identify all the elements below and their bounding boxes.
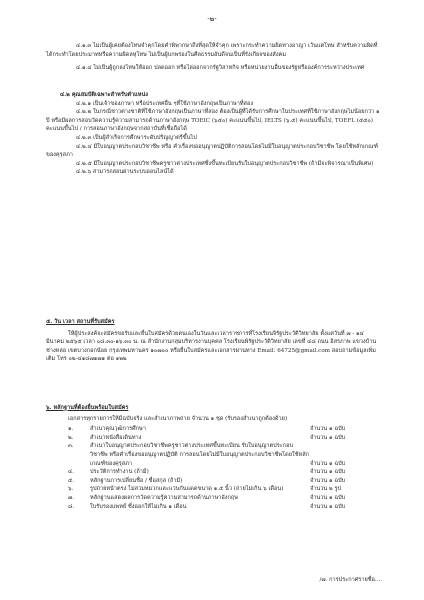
item-4-1-3: ๔.๑.๓ ไม่เป็นผู้เคยต้องโทษจำคุกโดยคำพิพากษาถึงที่สุดให้จำคุก เพราะกระทำความผิดทางอาญา เว้นแต่โทษ สำหรับความผิดที่ได้กระทำโดยประมาทหรือความผิดลหุโทษ ไม่เป็นผู้บกพร่องในศีลธรรมอันดีจนเป็นที่รังเกียจของสังคม [46, 43, 378, 58]
item-4-2-6: ๔.๒.๖ สามารถสอนผ่านระบบออนไลน์ได้ [76, 169, 174, 176]
doc-qty: จำนวน ๑ ฉบับ [310, 426, 346, 433]
doc-text: สำเนาใบอนุญาตประกอบวิชาชีพครูชาวต่างประเทศขึ้นทะเบียน รับใบอนุญาตประกอบวิชาชีพ หรือคำเรื่องขออนุญาตปฏิบัติ การสอนโดยไม่มีใบอนุญาตประกอบวิชาชีพโดยใช้หลักเกณฑ์ของคุรุสภา [90, 443, 310, 467]
list-item [68, 434, 382, 443]
doc-text: หลักฐานแสดงผลการวัดความรู้ความสามารถด้านภาษาอังกฤษ [90, 494, 238, 501]
doc-number: ๘. [68, 503, 75, 510]
doc-qty: จำนวน ๒ รูป [310, 486, 342, 493]
heading-5: ๕. วัน เวลา สถานที่รับสมัคร [46, 319, 115, 325]
item-4-2-4: ๔.๒.๔ มีใบอนุญาตประกอบวิชาชีพ หรือ คำเรื่องขออนุญาตปฏิบัติการสอนโดยไม่มีใบอนุญาตประกอบวิชาชีพ โดยใช้หลักเกณฑ์ของคุรุสภา [46, 143, 379, 159]
item-4-2-3: ๔.๒.๓ เป็นผู้สำเร็จการศึกษาระดับปริญญาตรีขึ้นไป [76, 134, 197, 141]
doc-number: ๖. [68, 486, 74, 493]
documents-list [46, 425, 382, 511]
doc-text: หลักฐานการเปลี่ยนชื่อ / ชื่อสกุล (ถ้ามี) [90, 477, 183, 484]
qualification-block-4-2 [46, 91, 382, 177]
continued-footer: /๗. การประกาศรายชื่อ.... [319, 577, 382, 583]
section-6 [46, 404, 382, 511]
doc-text: สำเนาหนังสือเดินทาง [90, 434, 142, 441]
section-6-intro: เอกสารทุกรายการให้มีฉบับจริง และสำเนาภาพถ่าย จำนวน ๑ ชุด (รับรองสำเนาถูกต้องด้วย) [68, 415, 288, 422]
heading-6: ๖. หลักฐานที่ต้องยื่นพร้อมใบสมัคร [46, 405, 129, 411]
doc-text: รูปถ่ายหน้าตรง ไม่สวมหมวกและแว่นกันแดดขนาด ๑.๕ นิ้ว (ถ่ายไม่เกิน ๖ เดือน) [90, 486, 284, 493]
doc-number: ๑. [68, 426, 74, 433]
list-item [68, 503, 382, 512]
list-item [68, 425, 382, 434]
doc-qty: จำนวน ๑ ฉบับ [310, 477, 346, 484]
doc-number: ๕. [68, 477, 75, 484]
list-item [68, 485, 382, 494]
doc-qty: จำนวน ๑ ฉบับ [310, 434, 346, 441]
doc-qty: จำนวน ๑ ฉบับ [310, 469, 346, 476]
page-number: -๒- [207, 15, 217, 23]
list-item [68, 477, 382, 486]
qualification-block-4-1 [46, 42, 382, 73]
list-item [68, 494, 382, 503]
doc-qty: จำนวน ๑ ฉบับ [310, 503, 346, 510]
heading-4-2: ๔.๒ คุณสมบัติเฉพาะสำหรับตำแหน่ง [60, 92, 149, 98]
section-5-text: ให้ผู้ประสงค์จะสมัครขอรับและยื่นใบสมัครด้วยตนเองในวันและเวลาราชการที่โรงเรียนจิรัฐประวัติวิทยาลัย ตั้งแต่วันที่ ๗ - ๑๔ มีนาคม ๒๕๖๕ เวลา ๐๘.๓๐-๑๖.๓๐ น. ณ สำนักงานกลุ่มบริหารงานบุคคล โรงเรียนพิรัฐประวัติวิทยาลัย เลขที่ ๔๘ ถนน อิสรภาพ แขวงบ้านช่างหล่อ เขตบางกอกน้อย กรุงเทพมหานคร ๑๐๗๐๐ หรือยื่นใบสมัครและเอกสารผ่านทาง Email: 64725@gmail.com สอบถามข้อมูลเพิ่มเติม โทร ๐๒-๔๑๘๗๑๗๑ ต่อ ๑๒๒ [46, 330, 377, 363]
section-5 [46, 318, 382, 364]
item-4-2-1: ๔.๒.๑ เป็นเจ้าของภาษา หรือประเทศอื่น ๆที่ใช้ภาษาอังกฤษเป็นภาษาที่สอง [76, 100, 254, 107]
doc-number: ๒. [68, 434, 74, 441]
item-4-1-4: ๔.๑.๔ ไม่เป็นผู้ถูกลงโทษให้ออก ปลดออก หรือไล่ออกจากรัฐวิสาหกิจ หรือหน่วยงานอื่นของรัฐหรือองค์การระหว่างประเทศ [76, 65, 365, 72]
doc-number: ๔. [68, 469, 75, 476]
doc-qty: จำนวน ๑ ฉบับ [310, 494, 346, 501]
doc-number: ๓. [68, 443, 74, 450]
doc-text: สำเนาคุณวุฒิการศึกษา [90, 426, 146, 433]
doc-text: ประวัติการทำงาน (ถ้ามี) [90, 469, 149, 476]
doc-text: ใบรับรองแพทย์ ซึ่งออกให้ไม่เกิน ๑ เดือน [90, 503, 187, 510]
doc-number: ๗. [68, 494, 74, 501]
item-4-2-2: ๔.๒.๒ ในกรณีชาวต่างชาติที่ใช้ภาษาอังกฤษเป็นภาษาที่สอง ต้องเป็นผู้ที่ได้รับการศึกษาในประเทศที่ใช้ภาษาอังกฤษไม่น้อยกว่า ๑ ปี หรือมีผลการสอบวัดความรู้ความสามารถด้านภาษาอังกฤษ TOEIC (๖๕๐) คะแนนขึ้นไป, IELTS (๖.๕) คะแนนขึ้นไป, TOEFL (๕๕๐) คะแนนขึ้นไป / การสอนภาษาอังกฤษจากสถาบันที่เชื่อถือได้ [46, 109, 380, 133]
item-4-2-5: ๔.๒.๕ มีใบอนุญาตประกอบวิชาชีพครูชาวต่างประเทศซึ่งขึ้นทะเบียนรับใบอนุญาตประกอบวิชาชีพ (ถ้ามีจะพิจารณาเป็นพิเศษ) [76, 160, 374, 167]
list-item [68, 442, 382, 468]
list-item [68, 468, 382, 477]
doc-qty: จำนวน ๑ ฉบับ [310, 460, 346, 467]
